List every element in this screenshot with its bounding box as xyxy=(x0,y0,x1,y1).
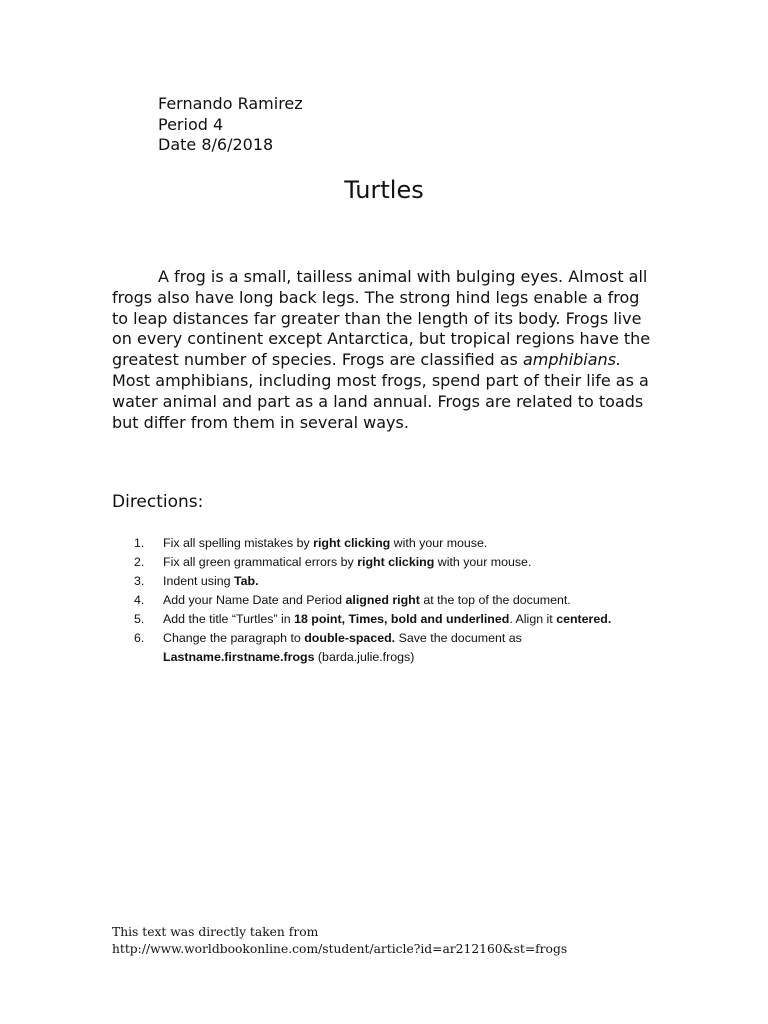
direction-emphasis: Tab. xyxy=(233,574,259,588)
direction-text: with your mouse. xyxy=(390,536,488,550)
source-citation-url: http://www.worldbookonline.com/student/article?id=ar212160&st=frogs xyxy=(112,942,568,956)
direction-item xyxy=(112,534,632,553)
direction-emphasis: aligned right xyxy=(345,593,420,607)
direction-text: Save the document as xyxy=(395,631,522,645)
direction-text: with your mouse. xyxy=(434,555,532,569)
direction-text: Indent using xyxy=(163,574,234,588)
source-citation-label: This text was directly taken from xyxy=(112,925,319,939)
class-period: Period 4 xyxy=(158,114,224,134)
direction-text: at the top of the document. xyxy=(419,593,571,607)
direction-text: . Align it xyxy=(509,612,557,626)
paragraph-text-after: Most amphibians, including most frogs, spend part of their life as a water animal and part as a land annual. Frogs are related to toads but differ from them in several ways. xyxy=(112,370,649,432)
direction-number: 4. xyxy=(134,593,145,607)
direction-number: 1. xyxy=(134,536,145,550)
document-date: Date 8/6/2018 xyxy=(158,135,274,154)
direction-text: Fix all spelling mistakes by xyxy=(163,536,314,550)
direction-item xyxy=(112,572,632,591)
direction-item xyxy=(112,629,632,667)
direction-number: 6. xyxy=(134,631,145,645)
direction-text: (barda.julie.frogs) xyxy=(314,650,415,664)
direction-item xyxy=(112,610,632,629)
document-title: Turtles xyxy=(344,176,424,204)
directions-heading: Directions: xyxy=(112,492,204,512)
direction-emphasis: right clicking xyxy=(357,555,435,569)
direction-text: Add the title “Turtles” in xyxy=(163,612,295,626)
paragraph-italic-term: amphibians. xyxy=(522,350,622,370)
direction-item xyxy=(112,553,632,572)
direction-text: Fix all green grammatical errors by xyxy=(163,555,358,569)
directions-list xyxy=(112,534,632,667)
student-info xyxy=(158,94,303,156)
direction-emphasis: 18 point, Times, bold and underlined xyxy=(294,612,510,626)
frog-paragraph xyxy=(112,267,652,433)
paragraph-text-before: A frog is a small, tailless animal with bulging eyes. Almost all frogs also have long back legs. The strong hind legs enable a frog to leap distances far greater than the length of its body. Frogs live on every continent except Antarctica, but tropical regions have the greatest number of species. Frogs are classified as xyxy=(112,267,651,370)
direction-number: 3. xyxy=(134,574,145,588)
direction-text: Change the paragraph to xyxy=(163,631,305,645)
direction-text: Add your Name Date and Period xyxy=(163,593,346,607)
direction-emphasis: double-spaced. xyxy=(304,631,396,645)
direction-item xyxy=(112,591,632,610)
direction-number: 5. xyxy=(134,612,145,626)
direction-number: 2. xyxy=(134,555,145,569)
direction-emphasis: right clicking xyxy=(313,536,391,550)
direction-emphasis: Lastname.firstname.frogs xyxy=(163,650,315,664)
source-citation xyxy=(112,924,567,958)
direction-emphasis: centered. xyxy=(556,612,612,626)
student-name: Fernando Ramirez xyxy=(158,94,303,113)
